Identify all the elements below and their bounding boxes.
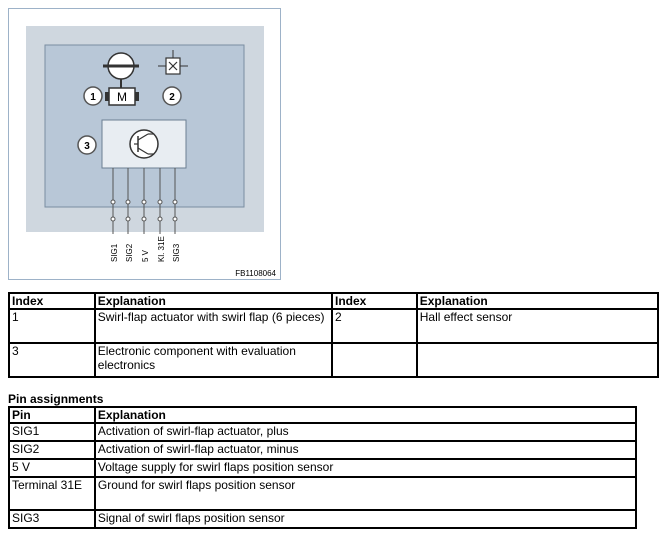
index-cell: 1 [9,309,95,343]
pin-label-sig2: SIG2 [125,243,134,262]
index-cell: 3 [9,343,95,377]
pin-table-header [9,407,636,423]
pin-label-5v: 5 V [141,249,150,262]
explanation-cell: Ground for swirl flaps position sensor [95,477,636,510]
header-pin-explanation: Explanation [95,407,636,423]
explanation-cell: Voltage supply for swirl flaps position sensor [95,459,636,477]
explanation-cell: Hall effect sensor [417,309,658,343]
header-pin: Pin [9,407,95,423]
table-row [9,510,636,528]
table-row [9,309,658,343]
explanation-cell [417,343,658,377]
pin-label-sig3: SIG3 [172,243,181,262]
pin-label-sig1: SIG1 [110,243,119,262]
pin-cell: SIG2 [9,441,95,459]
callout-3-label: 3 [84,141,90,152]
motor-label: M [117,90,127,104]
index-table-header [9,293,658,309]
index-table [8,292,659,378]
pin-assignments-table [8,406,637,529]
table-row [9,477,636,510]
explanation-cell: Electronic component with evaluation electronics [95,343,332,377]
pin-assignments-title: Pin assignments [8,392,104,406]
pin-cell: Terminal 31E [9,477,95,510]
pin-label-kl31e: Kl. 31E [157,236,166,262]
header-explanation-2: Explanation [417,293,658,309]
motor-icon [105,88,139,105]
index-cell [332,343,417,377]
callout-1 [84,87,102,105]
header-index-2: Index [332,293,417,309]
swirl-flap-diagram [8,8,281,280]
explanation-cell: Signal of swirl flaps position sensor [95,510,636,528]
table-row [9,459,636,477]
explanation-cell: Activation of swirl-flap actuator, minus [95,441,636,459]
explanation-cell: Activation of swirl-flap actuator, plus [95,423,636,441]
callout-1-label: 1 [90,92,96,103]
pin-cell: SIG1 [9,423,95,441]
callout-2-label: 2 [169,92,175,103]
explanation-cell: Swirl-flap actuator with swirl flap (6 pieces) [95,309,332,343]
header-index: Index [9,293,95,309]
table-row [9,441,636,459]
callout-3 [78,136,96,154]
table-row [9,343,658,377]
figure-id: FB1108064 [235,269,276,278]
electronic-component [102,120,186,168]
header-explanation: Explanation [95,293,332,309]
pin-cell: SIG3 [9,510,95,528]
table-row [9,423,636,441]
callout-2 [163,87,181,105]
index-cell: 2 [332,309,417,343]
pin-cell: 5 V [9,459,95,477]
